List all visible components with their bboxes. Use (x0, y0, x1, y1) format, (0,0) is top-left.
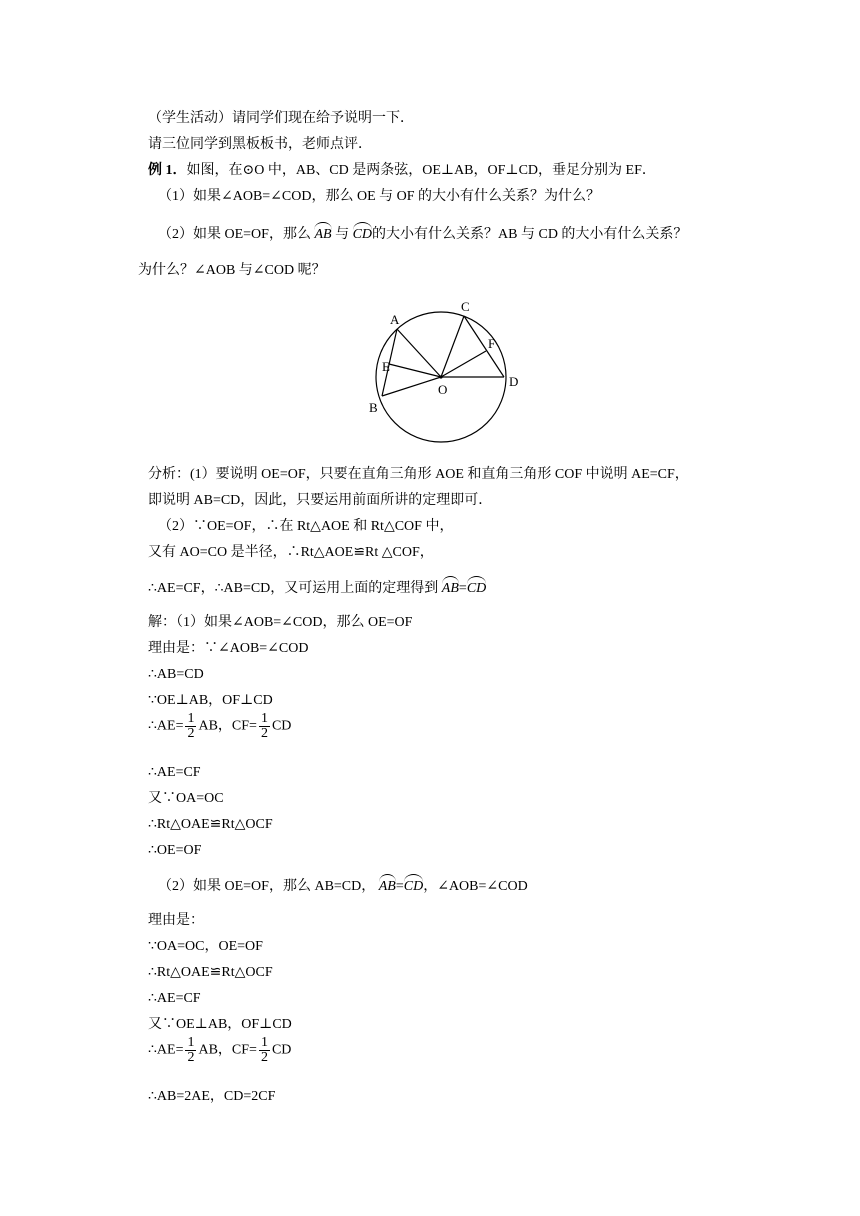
label-d: D (509, 374, 519, 389)
label-a: A (390, 312, 400, 327)
fraction-half: $\frac{1}{2}$ (260, 1035, 268, 1065)
reason-line-2: ∵OA=OC，OE=OF (148, 939, 263, 954)
arc-ab: AB (379, 874, 396, 896)
question-2-cont: 为什么？∠AOB 与∠COD 呢？ (138, 263, 326, 278)
example-label: 例 1． (148, 163, 187, 178)
reason-line-4: ∴AE=CF (148, 991, 201, 1006)
fraction-half: $\frac{1}{2}$ (260, 711, 268, 741)
reason-line-7: ∴AB=2AE，CD=2CF (148, 1089, 276, 1104)
solution-line-2: 理由是：∵∠AOB=∠COD (148, 641, 309, 656)
reason-line-1: 理由是： (148, 913, 204, 928)
label-f: F (488, 336, 496, 351)
circle-figure (360, 296, 540, 446)
example-text: 如图，在⊙O 中，AB、CD 是两条弦，OE⊥AB，OF⊥CD，垂足分别为 EF． (186, 163, 656, 178)
segment-oe (389, 364, 441, 377)
analysis-line-1: 分析：(1）要说明 OE=OF，只要在直角三角形 AOE 和直角三角形 COF 中说明 AE=CF， (148, 467, 689, 482)
arc-cd: CD (353, 222, 372, 244)
analysis-line-4: 又有 AO=CO 是半径，∴Rt△AOE≌Rt △COF， (148, 545, 434, 560)
center-point (439, 375, 442, 378)
example-statement (148, 162, 656, 180)
segment-of (441, 351, 486, 377)
reason-line-3: ∴Rt△OAE≌Rt△OCF (148, 965, 273, 980)
arc-cd: CD (404, 874, 423, 896)
solution-line-8: ∴Rt△OAE≌Rt△OCF (148, 817, 273, 832)
solution-line-6: ∴AE=CF (148, 765, 201, 780)
radius-oc (441, 316, 464, 377)
solution-line-3: ∴AB=CD (148, 667, 204, 682)
analysis-line-3: （2）∵OE=OF，∴在 Rt△AOE 和 Rt△COF 中， (158, 519, 454, 534)
solution-part-2: （2）如果 OE=OF，那么 AB=CD， AB=CD，∠AOB=∠COD (158, 874, 528, 896)
arc-cd: CD (467, 576, 486, 598)
arc-ab: AB (314, 222, 331, 244)
fraction-half: $\frac{1}{2}$ (187, 1035, 195, 1065)
label-o: O (438, 382, 448, 397)
intro-line-2: 请三位同学到黑板板书，老师点评． (148, 137, 372, 152)
fraction-half: $\frac{1}{2}$ (187, 711, 195, 741)
label-b: B (369, 400, 378, 415)
reason-line-6: ∴AE= $\frac{1}{2}$ AB，CF= $\frac{1}{2}$ CD (148, 1035, 292, 1065)
question-1: （1）如果∠AOB=∠COD，那么 OE 与 OF 的大小有什么关系？为什么？ (158, 189, 601, 204)
intro-line-1: （学生活动）请同学们现在给予说明一下． (148, 111, 414, 126)
solution-line-5: ∴AE= $\frac{1}{2}$ AB，CF= $\frac{1}{2}$ CD (148, 711, 292, 741)
solution-line-4: ∵OE⊥AB，OF⊥CD (148, 693, 273, 708)
analysis-line-2: 即说明 AB=CD，因此，只要运用前面所讲的定理即可． (148, 493, 493, 508)
radius-oa (397, 329, 441, 377)
solution-line-7: 又∵OA=OC (148, 791, 224, 806)
label-c: C (461, 299, 470, 314)
label-e: E (382, 359, 390, 374)
solution-line-1: 解：（1）如果∠AOB=∠COD，那么 OE=OF (148, 615, 413, 630)
question-2: （2）如果 OE=OF，那么 AB 与 CD的大小有什么关系？AB 与 CD 的大小有什么关系？ (158, 222, 687, 244)
analysis-line-5: ∴AE=CF，∴AB=CD，又可运用上面的定理得到 AB=CD (148, 576, 486, 598)
radius-ob (382, 377, 441, 396)
reason-line-5: 又∵OE⊥AB，OF⊥CD (148, 1017, 292, 1032)
solution-line-9: ∴OE=OF (148, 843, 202, 858)
arc-ab: AB (442, 576, 459, 598)
